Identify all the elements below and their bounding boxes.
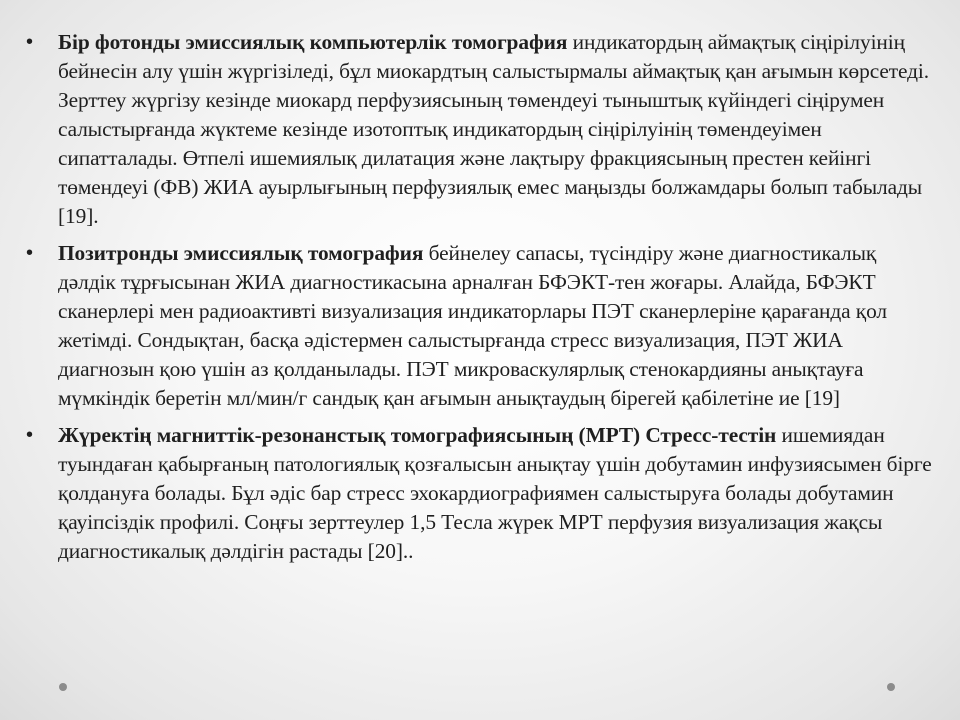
bullet-term: Бір фотонды эмиссиялық компьютерлік томография bbox=[58, 30, 568, 54]
list-item bbox=[26, 28, 934, 231]
bullet-body: бейнелеу сапасы, түсіндіру және диагностикалық дәлдік тұрғысынан ЖИА диагностикасына арналған БФЭКТ-тен жоғары. Алайда, БФЭКТ сканерлері мен радиоактивті визуализация индикаторлары ПЭТ сканерлеріне қарағанда қол жетімді. Сондықтан, басқа әдістермен салыстырғанда стресс визуализация, ПЭТ ЖИА диагнозын қою үшін аз қолданылады. ПЭТ микроваскулярлық стенокардияны анықтауға мүмкіндік беретін мл/мин/г сандық қан ағымын анықтаудың бірегей қабілетіне ие [19] bbox=[58, 241, 887, 410]
slide-content bbox=[26, 28, 934, 574]
bullet-dot-icon: • bbox=[26, 31, 34, 53]
bullet-body: индикатордың аймақтық сіңірілуінің бейнесін алу үшін жүргізіледі, бұл миокардтың салыстырмалы аймақтық қан ағымын көрсетеді. Зерттеу жүргізу кезінде миокард перфузиясының төмендеуі тыныштық күйіндегі сіңірумен салыстырғанда жүктеме кезінде изотоптық индикатордың сіңірілуінің төмендеуімен сипатталады. Өтпелі ишемиялық дилатация және лақтыру фракциясының престен кейінгі төмендеуі (ФВ) ЖИА ауырлығының перфузиялық емес маңызды болжамдары болып табылады [19]. bbox=[58, 30, 929, 228]
bullet-term: Позитронды эмиссиялық томография bbox=[58, 241, 424, 265]
bullet-dot-icon: • bbox=[26, 424, 34, 446]
bullet-paragraph bbox=[58, 28, 934, 231]
bullet-term-extra: Стресс-тестін bbox=[640, 423, 777, 447]
bullet-body: ишемиядан туындаған қабырғаның патологиялық қозғалысын анықтау үшін добутамин инфузиясымен бірге қолдануға болады. Бұл әдіс бар стресс эхокардиографиямен салыстыруға болады добутамин қауіпсіздік профилі. Соңғы зерттеулер 1,5 Тесла жүрек МРТ перфузия визуализация жақсы диагностикалық дәлдігін растады [20].. bbox=[58, 423, 932, 563]
corner-dot-right-icon bbox=[887, 683, 895, 691]
bullet-paragraph bbox=[58, 239, 934, 413]
bullet-term: Жүректің магниттік-резонанстық томографиясының (МРТ) bbox=[58, 423, 641, 447]
corner-dot-left-icon bbox=[59, 683, 67, 691]
list-item bbox=[26, 421, 934, 566]
bullet-list bbox=[26, 28, 934, 566]
bullet-paragraph bbox=[58, 421, 934, 566]
bullet-dot-icon: • bbox=[26, 242, 34, 264]
list-item bbox=[26, 239, 934, 413]
